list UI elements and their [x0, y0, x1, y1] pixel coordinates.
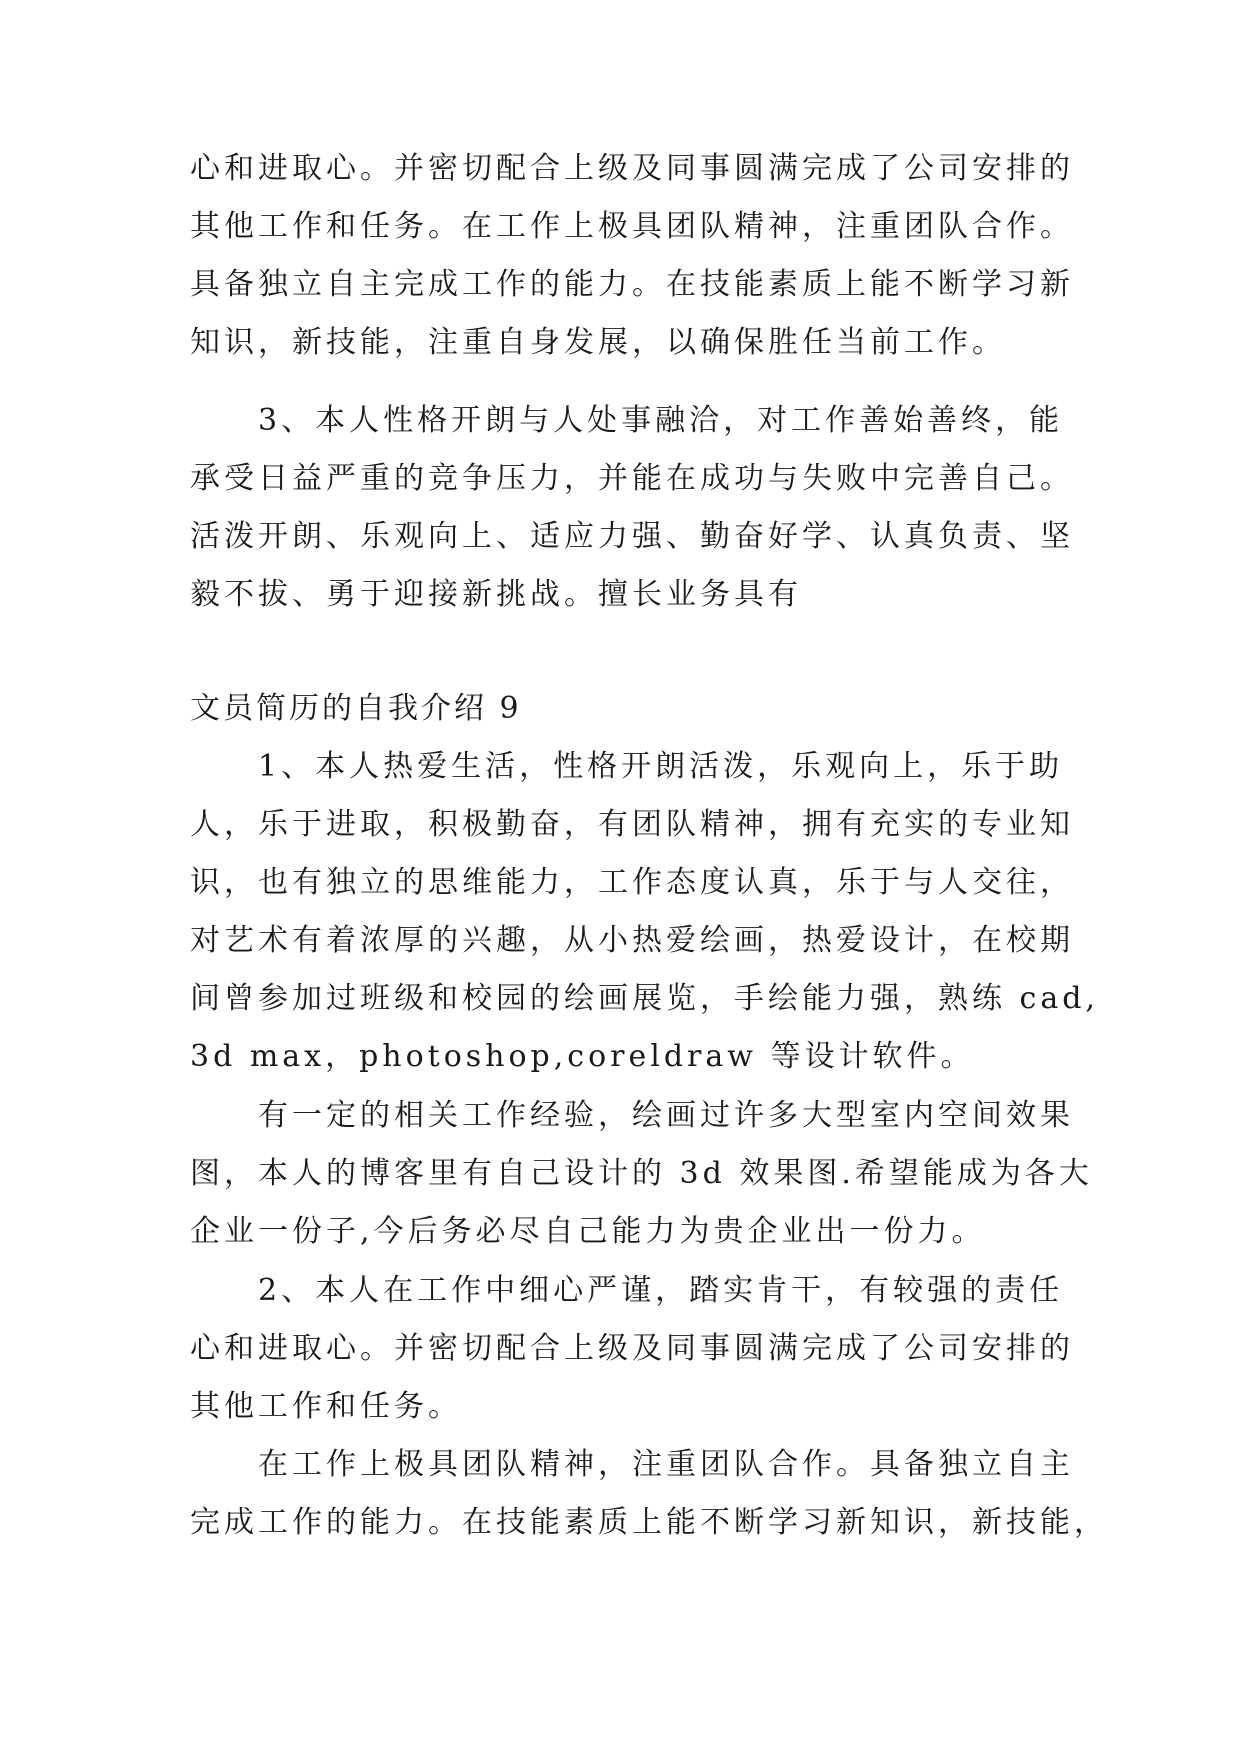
paragraph-experience	[190, 1087, 1093, 1261]
text-line: 其他工作和任务。在工作上极具团队精神，注重团队合作。	[190, 209, 1074, 244]
text-line: 在工作上极具团队精神，注重团队合作。具备独立自主	[258, 1447, 1074, 1482]
section-title	[190, 680, 1070, 738]
text-line: 心和进取心。并密切配合上级及同事圆满完成了公司安排的	[190, 1331, 1074, 1366]
text-line: 心和进取心。并密切配合上级及同事圆满完成了公司安排的	[190, 151, 1074, 186]
text-line: 图，本人的博客里有自己设计的 3d 效果图.希望能成为各大	[190, 1156, 1093, 1191]
text-line: 知识，新技能，注重自身发展，以确保胜任当前工作。	[190, 325, 1006, 360]
paragraph-point-1	[190, 738, 1099, 1086]
paragraph-teamwork	[190, 1436, 1108, 1552]
text-line: 对艺术有着浓厚的兴趣，从小热爱绘画，热爱设计，在校期	[190, 923, 1074, 958]
text-line: 毅不拔、勇于迎接新挑战。擅长业务具有	[190, 577, 802, 612]
text-line: 3、本人性格开朗与人处事融洽，对工作善始善终，能	[258, 403, 1064, 438]
text-line: 完成工作的能力。在技能素质上能不断学习新知识，新技能，	[190, 1505, 1108, 1540]
text-line: 人，乐于进取，积极勤奋，有团队精神，拥有充实的专业知	[190, 807, 1074, 842]
paragraph-point-3	[190, 392, 1074, 624]
text-line: 2、本人在工作中细心严谨，踏实肯干，有较强的责任	[258, 1273, 1064, 1308]
text-line: 1、本人热爱生活，性格开朗活泼，乐观向上，乐于助	[258, 749, 1064, 784]
text-line: 其他工作和任务。	[190, 1389, 462, 1424]
paragraph-continued	[190, 140, 1074, 372]
paragraph-point-2	[190, 1262, 1074, 1436]
text-line: 企业一份子,今后务必尽自己能力为贵企业出一份力。	[190, 1214, 986, 1249]
text-line: 识，也有独立的思维能力，工作态度认真，乐于与人交往，	[190, 865, 1074, 900]
text-line: 活泼开朗、乐观向上、适应力强、勤奋好学、认真负责、坚	[190, 519, 1074, 554]
text-line: 间曾参加过班级和校园的绘画展览，手绘能力强，熟练 cad,	[190, 981, 1099, 1016]
text-line: 有一定的相关工作经验，绘画过许多大型室内空间效果	[258, 1098, 1074, 1133]
text-line: 3d max，photoshop,coreldraw 等设计软件。	[190, 1039, 975, 1074]
text-line: 承受日益严重的竞争压力，并能在成功与失败中完善自己。	[190, 461, 1074, 496]
section-title-text: 文员简历的自我介绍 9	[190, 691, 522, 726]
text-line: 具备独立自主完成工作的能力。在技能素质上能不断学习新	[190, 267, 1074, 302]
